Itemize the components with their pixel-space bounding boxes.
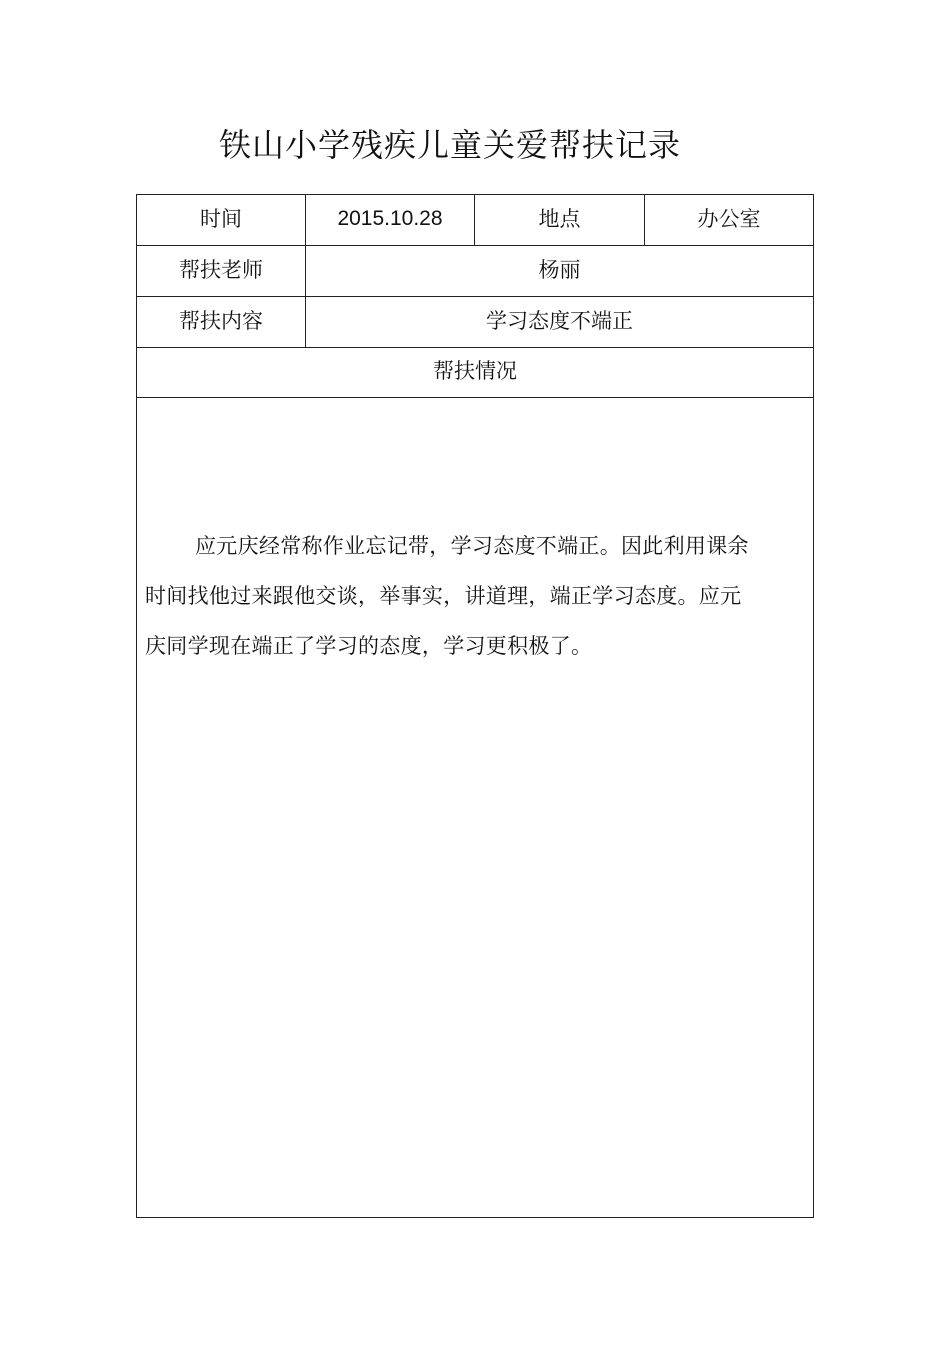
row-teacher [137,246,813,297]
situation-text: 应元庆经常称作业忘记带，学习态度不端正。因此利用课余时间找他过来跟他交谈，举事实，讲道理，端正学习态度。应元庆同学现在端正了学习的态度，学习更积极了。 [145,534,749,658]
time-label: 时间 [137,195,306,245]
teacher-label: 帮扶老师 [137,246,306,296]
row-time-place [137,195,813,246]
page-title: 铁山小学残疾儿童关爱帮扶记录 [218,126,681,164]
content-value: 学习态度不端正 [486,309,633,333]
place-label: 地点 [475,195,645,245]
row-content [137,297,813,348]
record-table [136,194,814,1218]
place-value: 办公室 [697,207,761,231]
content-label: 帮扶内容 [137,297,306,347]
teacher-value: 杨丽 [538,258,581,282]
row-situation-header [137,347,813,398]
situation-label: 帮扶情况 [433,359,517,383]
time-value: 2015.10.28 [306,195,475,245]
